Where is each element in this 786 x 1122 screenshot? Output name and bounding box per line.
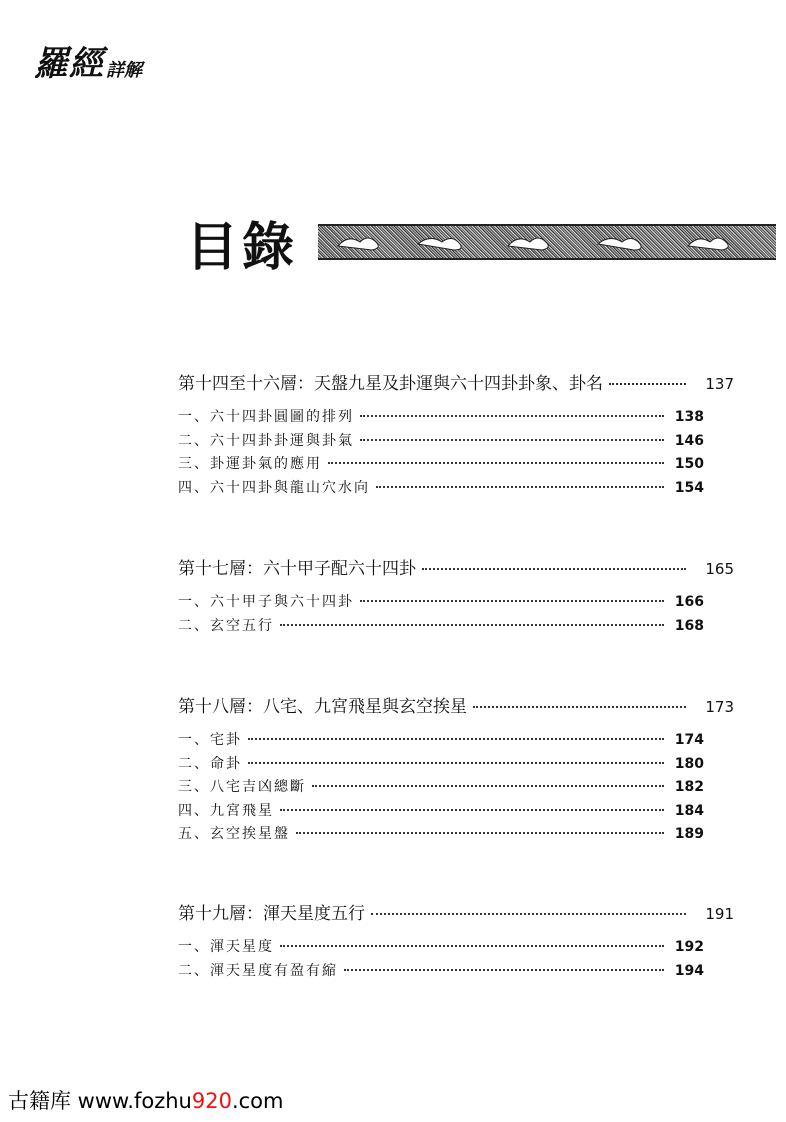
leader-dots [360, 439, 664, 441]
item-page: 184 [674, 802, 704, 819]
book-title-main: 羅經 [34, 44, 104, 84]
chapter-entry[interactable] [178, 902, 734, 926]
leader-dots [248, 762, 664, 764]
item-label: 四、九宮飛星 [178, 802, 274, 819]
chapter-page: 165 [705, 560, 734, 578]
item-page: 189 [674, 826, 704, 842]
toc-heading: 目錄 [186, 218, 299, 278]
toc-item[interactable] [178, 406, 704, 430]
item-label: 二、命卦 [178, 755, 242, 772]
chapter-page: 191 [705, 905, 734, 923]
item-label: 三、卦運卦氣的應用 [178, 456, 322, 472]
leader-dots [473, 706, 686, 708]
leader-dots [312, 785, 664, 787]
footer-prefix: 古籍库 www.fozhu [8, 1089, 192, 1113]
toc-section [178, 695, 734, 847]
item-page: 154 [674, 479, 704, 496]
toc-item[interactable] [178, 729, 704, 753]
leader-dots [376, 486, 664, 488]
leader-dots [360, 600, 664, 602]
leader-dots [248, 738, 664, 740]
toc-section [178, 372, 734, 500]
item-page: 194 [674, 962, 704, 979]
toc-item[interactable] [178, 936, 704, 960]
item-label: 五、玄空挨星盤 [178, 826, 290, 842]
toc-item[interactable] [178, 453, 704, 477]
toc-item[interactable] [178, 430, 704, 454]
leader-dots [296, 832, 664, 834]
item-page: 166 [674, 594, 704, 610]
toc-item[interactable] [178, 477, 704, 501]
leader-dots [328, 462, 664, 464]
toc-item[interactable] [178, 800, 704, 824]
cloud-pattern-icon [318, 226, 776, 254]
chapter-title: 第十七層：六十甲子配六十四卦 [178, 559, 416, 579]
item-page: 174 [674, 732, 704, 748]
chapter-entry[interactable] [178, 695, 734, 719]
item-label: 四、六十四卦與龍山穴水向 [178, 479, 370, 496]
toc-section [178, 902, 734, 983]
item-page: 168 [674, 617, 704, 634]
chapter-entry[interactable] [178, 557, 734, 581]
leader-dots [280, 945, 664, 947]
chapter-title: 第十四至十六層：天盤九星及卦運與六十四卦卦象、卦名 [178, 374, 603, 394]
leader-dots [280, 624, 664, 626]
toc-item[interactable] [178, 776, 704, 800]
toc-item[interactable] [178, 823, 704, 847]
footer-highlight: 920 [191, 1089, 232, 1113]
item-page: 138 [674, 409, 704, 425]
item-page: 146 [674, 432, 704, 449]
item-label: 一、六十四卦圓圖的排列 [178, 409, 354, 425]
book-title [34, 36, 142, 85]
leader-dots [371, 913, 686, 915]
leader-dots [280, 809, 664, 811]
toc-item[interactable] [178, 591, 704, 615]
toc-section [178, 557, 734, 638]
item-page: 150 [674, 456, 704, 472]
leader-dots [422, 568, 686, 570]
chapter-page: 173 [705, 698, 734, 716]
chapter-title: 第十八層：八宅、九宮飛星與玄空挨星 [178, 697, 467, 717]
item-page: 180 [674, 755, 704, 772]
item-label: 二、渾天星度有盈有縮 [178, 962, 338, 979]
chapter-page: 137 [705, 375, 734, 393]
book-title-sub: 詳解 [106, 60, 142, 81]
toc-item[interactable] [178, 960, 704, 984]
item-label: 二、六十四卦卦運與卦氣 [178, 432, 354, 449]
toc-item[interactable] [178, 753, 704, 777]
item-label: 一、六十甲子與六十四卦 [178, 594, 354, 610]
item-label: 三、八宅吉凶總斷 [178, 779, 306, 795]
item-label: 一、渾天星度 [178, 939, 274, 955]
leader-dots [609, 383, 686, 385]
item-page: 182 [674, 779, 704, 795]
toc-item[interactable] [178, 615, 704, 639]
footer-suffix: .com [231, 1089, 284, 1113]
item-label: 一、宅卦 [178, 732, 242, 748]
leader-dots [360, 415, 664, 417]
item-label: 二、玄空五行 [178, 617, 274, 634]
item-page: 192 [674, 939, 704, 955]
chapter-title: 第十九層：渾天星度五行 [178, 904, 365, 924]
decorative-cloud-band [318, 224, 776, 260]
watermark-footer [8, 1085, 283, 1115]
chapter-entry[interactable] [178, 372, 734, 396]
leader-dots [344, 969, 664, 971]
